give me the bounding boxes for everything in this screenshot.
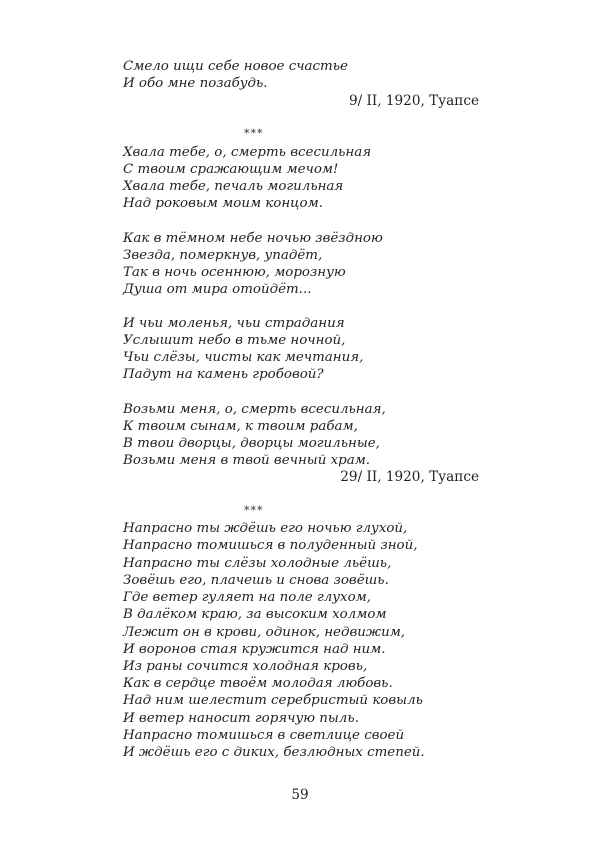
poem-line: Услышит небо в тьме ночной, [123, 333, 346, 348]
poem-line: В твои дворцы, дворцы могильные, [123, 436, 380, 451]
poem-date: 9/ II, 1920, Туапсе [348, 93, 479, 109]
poem-line: И ждёшь его с диких, безлюдных степей. [123, 745, 425, 760]
poem-line: С твоим сражающим мечом! [123, 162, 339, 177]
poem-line: Звезда, померкнув, упадёт, [123, 248, 323, 263]
poem-line: И воронов стая кружится над ним. [123, 642, 386, 657]
poem-line: И обо мне позабудь. [123, 76, 268, 91]
poem-line: Лежит он в крови, одинок, недвижим, [123, 625, 406, 640]
poem-line: Так в ночь осеннюю, морозную [123, 265, 346, 280]
poem-line: Чьи слёзы, чисты как мечтания, [123, 350, 364, 365]
poem-line: Где ветер гуляет на поле глухом, [123, 590, 371, 605]
poem-line: К твоим сынам, к твоим рабам, [123, 419, 358, 434]
poem-line: В далёком краю, за высоким холмом [123, 607, 387, 622]
poem-line: Смело ищи себе новое счастье [123, 59, 348, 74]
poem-line: И чьи моленья, чьи страдания [123, 316, 345, 331]
poem-line: Напрасно ты слёзы холодные льёшь, [123, 556, 392, 571]
poem-line: И ветер наносит горячую пыль. [123, 711, 359, 726]
poem-line: Напрасно ты ждёшь его ночью глухой, [123, 521, 408, 536]
poem-line: Как в сердце твоём молодая любовь. [123, 676, 393, 691]
page-number: 59 [291, 787, 309, 803]
poem-line: Зовёшь его, плачешь и снова зовёшь. [123, 573, 389, 588]
poem-line: Хвала тебе, печаль могильная [123, 179, 344, 194]
poem-line: Над ним шелестит серебристый ковыль [123, 693, 423, 708]
poem-date: 29/ II, 1920, Туапсе [340, 469, 479, 485]
poem-line: Падут на камень гробовой? [123, 367, 324, 382]
poem-line: Над роковым моим концом. [123, 196, 323, 211]
poem-line: Как в тёмном небе ночью звёздною [123, 231, 383, 246]
poem-line: Напрасно томишься в полуденный зной, [123, 538, 418, 553]
poem-line: Возьми меня, о, смерть всесильная, [123, 402, 386, 417]
poem-line: Напрасно томишься в светлице своей [123, 728, 405, 743]
poem-line: Возьми меня в твой вечный храм. [123, 453, 371, 468]
poem-line: Из раны сочится холодная кровь, [123, 659, 368, 674]
poem-line: Хвала тебе, о, смерть всесильная [123, 145, 372, 160]
poem-line: Душа от мира отойдёт... [123, 282, 312, 297]
section-separator: *** [244, 504, 264, 517]
section-separator: *** [244, 127, 264, 140]
